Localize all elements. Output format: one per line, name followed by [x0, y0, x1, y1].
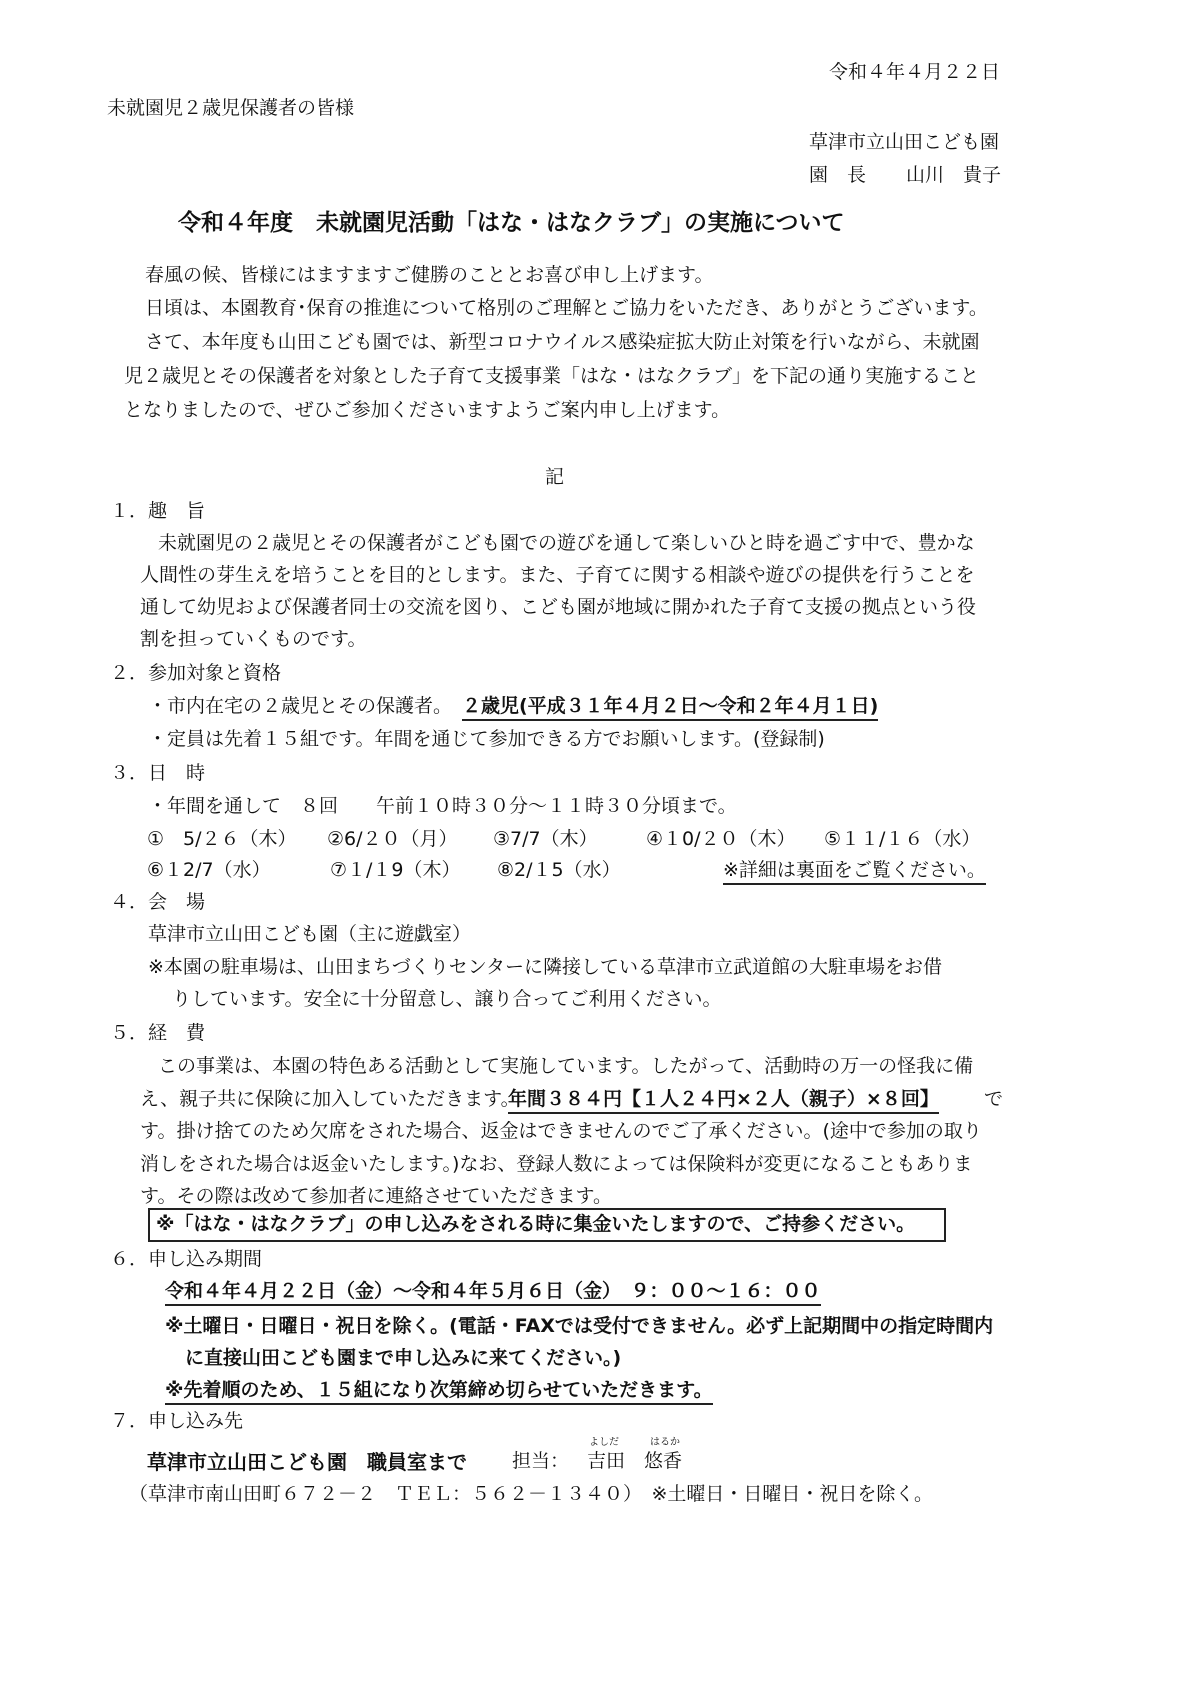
session-date-4: ④１0/２０（木） [646, 828, 796, 850]
section-5-line-3: す。掛け捨てのため欠席をされた場合、返金はできませんのでご了承ください。(途中で参加の取り [140, 1120, 982, 1142]
section-5-notice-text: ※「はな・はなクラブ」の申し込みをされる時に集金いたしますので、ご持参ください。 [156, 1213, 916, 1235]
staff-name: 吉田 悠香 [587, 1450, 683, 1472]
section-6-line-3: に直接山田こども園まで申し込みに来てください。) [185, 1347, 622, 1369]
section-4-heading: ４．会 場 [110, 891, 206, 913]
section-5-line-2-end: で [984, 1088, 1004, 1110]
section-6-line-4: ※先着順のため、１５組になり次第締め切らせていただきます。 [165, 1381, 713, 1405]
page-title: 令和４年度 未就園児活動「はな・はなクラブ」の実施について [178, 210, 845, 236]
session-date-1: ① 5/２６（木） [147, 828, 297, 850]
session-date-6: ⑥１2/7（水） [147, 859, 271, 881]
document-date: 令和４年４月２２日 [829, 61, 1001, 83]
section-4-line-2: ※本園の駐車場は、山田まちづくりセンターに隣接している草津市立武道館の大駐車場をお借 [148, 956, 942, 978]
section-1-line-1: 未就園児の２歳児とその保護者がこども園での遊びを通して楽しいひと時を過ごす中で、豊かな [158, 532, 975, 554]
staff-label: 担当： [512, 1450, 570, 1472]
section-7-heading: ７．申し込み先 [110, 1410, 244, 1432]
section-1-line-2: 人間性の芽生えを培うことを目的とします。また、子育てに関する相談や遊びの提供を行うことを [140, 564, 975, 586]
ki-marker: 記 [545, 466, 565, 488]
session-date-8: ⑧2/１5（水） [497, 859, 621, 881]
sender-organization: 草津市立山田こども園 [809, 131, 1000, 153]
ruby-haruka: はるか [650, 1437, 680, 1448]
application-place: 草津市立山田こども園 職員室まで [147, 1450, 467, 1474]
intro-paragraph-1: 春風の候、皆様にはますますご健勝のこととお喜び申し上げます。 [145, 264, 714, 286]
intro-paragraph-3-line-2: 児２歳児とその保護者を対象とした子育て支援事業「はな・はなクラブ」を下記の通り実施すること [124, 365, 980, 387]
section-1-heading: １．趣 旨 [110, 500, 206, 522]
ruby-yoshida: よしだ [589, 1437, 619, 1448]
section-5-line-4: 消しをされた場合は返金いたします。)なお、登録人数によっては保険料が変更になることもありま [140, 1153, 973, 1175]
section-2-line-1: ・市内在宅の２歳児とその保護者。 [148, 695, 453, 717]
session-date-7: ⑦１/１9（木） [330, 859, 461, 881]
section-1-line-3: 通して幼児および保護者同士の交流を図り、こども園が地域に開かれた子育て支援の拠点という役 [140, 596, 977, 618]
session-date-5: ⑤１１/１６（水） [824, 828, 981, 850]
sender-name: 山川 貴子 [906, 164, 1002, 186]
intro-paragraph-3-line-3: となりましたので、ぜひご参加くださいますようご案内申し上げます。 [124, 399, 731, 421]
recipient: 未就園児２歳児保護者の皆様 [107, 97, 355, 119]
section-5-heading: ５．経 費 [110, 1022, 206, 1044]
section-6-heading: ６．申し込み期間 [110, 1248, 263, 1270]
intro-paragraph-3-line-1: さて、本年度も山田こども園では、新型コロナウイルス感染症拡大防止対策を行いながら、未就園 [145, 331, 980, 353]
section-4-line-1: 草津市立山田こども園（主に遊戯室） [148, 923, 472, 945]
address-line: （草津市南山田町６７２－２ ＴＥＬ：５６２－１３４０） ※土曜日・日曜日・祝日を除く。 [129, 1483, 934, 1505]
intro-paragraph-2: 日頃は、本園教育･保育の推進について格別のご理解とご協力をいただき、ありがとうございます。 [145, 297, 988, 319]
application-period: 令和４年４月２２日（金）～令和４年５月６日（金） ９：００～１６：００ [165, 1282, 821, 1306]
section-5-fee-detail: 年間３８４円【１人２４円×２人（親子）×８回】 [508, 1090, 939, 1114]
section-3-line-1: ・年間を通して ８回 午前１０時３０分～１１時３０分頃まで。 [148, 795, 737, 817]
sender-title: 園 長 [809, 164, 867, 186]
section-1-line-4: 割を担っていくものです。 [140, 628, 367, 650]
section-4-line-3: りしています。安全に十分留意し、譲り合ってご利用ください。 [172, 988, 722, 1010]
section-3-detail-note: ※詳細は裏面をご覧ください。 [723, 861, 986, 885]
section-2-eligible-period: ２歳児(平成３１年４月２日～令和２年４月１日) [462, 697, 878, 721]
section-2-line-2: ・定員は先着１５組です。年間を通じて参加できる方でお願いします。(登録制) [148, 728, 825, 750]
section-5-line-2: え、親子共に保険に加入していただきます。 [140, 1088, 520, 1110]
section-6-line-2: ※土曜日・日曜日・祝日を除く。(電話・FAXでは受付できません。必ず上記期間中の指定時間内 [165, 1315, 994, 1337]
section-3-heading: ３．日 時 [110, 762, 206, 784]
section-5-line-5: す。その際は改めて参加者に連絡させていただきます。 [140, 1185, 612, 1207]
section-2-heading: ２．参加対象と資格 [110, 662, 282, 684]
session-date-3: ③7/7（木） [493, 828, 598, 850]
session-date-2: ②6/２０（月） [327, 828, 458, 850]
section-5-line-1: この事業は、本園の特色ある活動として実施しています。したがって、活動時の万一の怪我に備 [158, 1055, 974, 1077]
